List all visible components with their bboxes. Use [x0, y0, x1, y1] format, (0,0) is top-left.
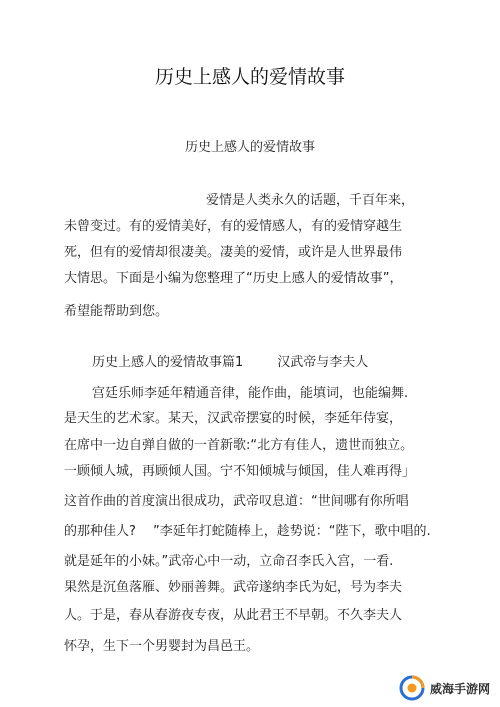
watermark-text: 威海手游网	[429, 681, 490, 696]
story-line: 就是延年的小妹。”武帝心中一动，立命召李氏入宫，一看.	[64, 554, 394, 569]
watermark	[399, 675, 490, 701]
story-line: 一顾倾人城，再顾倾人国。宁不知倾城与倾国，佳人难再得」	[64, 464, 416, 479]
story-line: 宫廷乐师李延年精通音律，能作曲，能填词，也能编舞.	[92, 386, 409, 401]
intro-line: 爱情是人类永久的话题，千百年来，	[206, 193, 415, 208]
intro-line: 希望能帮助到您。	[64, 304, 169, 319]
intro-line: 死，但有的爱情却很凄美。凄美的爱情，或许是人世界最伟	[64, 245, 403, 260]
intro-line: 大情思。下面是小编为您整理了“历史上感人的爱情故事”，	[64, 271, 403, 286]
section-heading	[92, 355, 368, 371]
story-line: 果然是沉鱼落雁、妙丽善舞。武帝遂纳李氏为妃，号为李夫	[64, 580, 403, 595]
story-line: 在席中一边自弹自做的一首新歌:“北方有佳人，遗世而独立。	[64, 438, 414, 453]
story-line: 是天生的艺术家。某天，汉武帝摆宴的时候，李延年侍宴，	[64, 411, 403, 426]
story-line: 人。于是，春从春游夜专夜，从此君王不早朝。不久李夫人	[64, 608, 403, 623]
story-line: 怀孕，生下一个男婴封为昌邑王。	[64, 639, 260, 654]
intro-line: 未曾变过。有的爱情美好，有的爱情感人，有的爱情穿越生	[64, 219, 403, 234]
story-line: 这首作曲的首度演出很成功，武帝叹息道：“世间哪有你所唱	[64, 494, 409, 509]
section-label: 历史上感人的爱情故事篇1	[92, 355, 244, 370]
story-title: 汉武帝与李夫人	[277, 355, 369, 370]
document-subtitle: 历史上感人的爱情故事	[184, 140, 315, 155]
game-logo-icon	[399, 675, 425, 701]
page-title: 历史上感人的爱情故事	[154, 66, 345, 88]
story-line: 的那种佳人? ”李延年打蛇随棒上，趁势说：“陛下，歌中唱的.	[64, 524, 431, 539]
